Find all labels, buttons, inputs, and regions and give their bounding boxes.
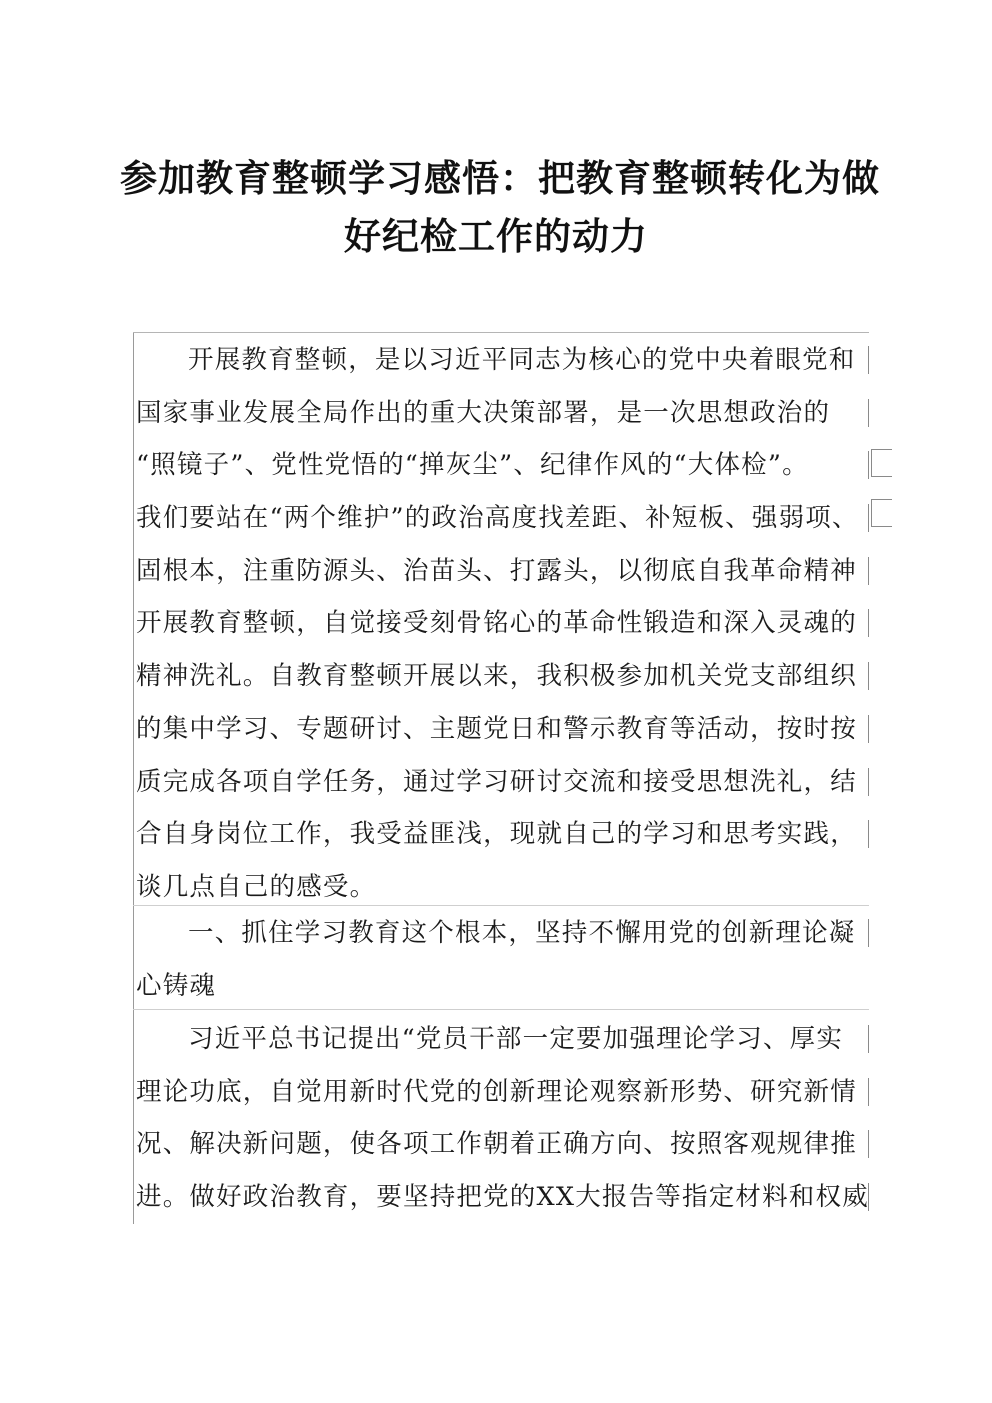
paragraph-line: 开展教育整顿，自觉接受刻骨铭心的革命性锻造和深入灵魂的: [136, 597, 871, 650]
paragraph-line: 进。做好政治教育，要坚持把党的XX大报告等指定材料和权威: [136, 1171, 871, 1224]
heading-line: 一、抓住学习教育这个根本，坚持不懈用党的创新理论凝: [136, 907, 871, 960]
document-title: [120, 150, 880, 266]
paragraph-section-1-body: [136, 1013, 871, 1224]
paragraph-divider: [133, 1009, 869, 1010]
paragraph-line: 我们要站在“两个维护”的政治高度找差距、补短板、强弱项、: [136, 492, 871, 545]
text-frame-top-border: [133, 332, 869, 333]
paragraph-line: 开展教育整顿，是以习近平同志为核心的党中央着眼党和: [136, 334, 871, 387]
title-line-1: 参加教育整顿学习感悟：把教育整顿转化为做: [120, 157, 880, 200]
paragraph-line: 的集中学习、专题研讨、主题党日和警示教育等活动，按时按: [136, 703, 871, 756]
paragraph-line: 理论功底，自觉用新时代党的创新理论观察新形势、研究新情: [136, 1066, 871, 1119]
paragraph-line: 精神洗礼。自教育整顿开展以来，我积极参加机关党支部组织: [136, 650, 871, 703]
margin-mark: [871, 449, 892, 477]
paragraph-line: “照镜子”、党性党悟的“掸灰尘”、纪律作风的“大体检”。: [136, 439, 871, 492]
title-line-2: 好纪检工作的动力: [344, 215, 648, 258]
paragraph-line: 固根本，注重防源头、治苗头、打露头，以彻底自我革命精神: [136, 545, 871, 598]
margin-mark: [871, 499, 892, 527]
paragraph-divider: [133, 905, 869, 906]
paragraph-line: 质完成各项自学任务，通过学习研讨交流和接受思想洗礼，结: [136, 756, 871, 809]
section-heading-1: [136, 907, 871, 1012]
paragraph-line: 合自身岗位工作，我受益匪浅，现就自己的学习和思考实践，: [136, 808, 871, 861]
paragraph-line: 习近平总书记提出“党员干部一定要加强理论学习、厚实: [136, 1013, 871, 1066]
paragraph-intro: [136, 334, 871, 914]
paragraph-line: 况、解决新问题，使各项工作朝着正确方向、按照客观规律推: [136, 1118, 871, 1171]
paragraph-line: 国家事业发展全局作出的重大决策部署，是一次思想政治的: [136, 387, 871, 440]
heading-line: 心铸魂: [136, 970, 217, 1001]
paragraph-line: 谈几点自己的感受。: [136, 871, 377, 902]
